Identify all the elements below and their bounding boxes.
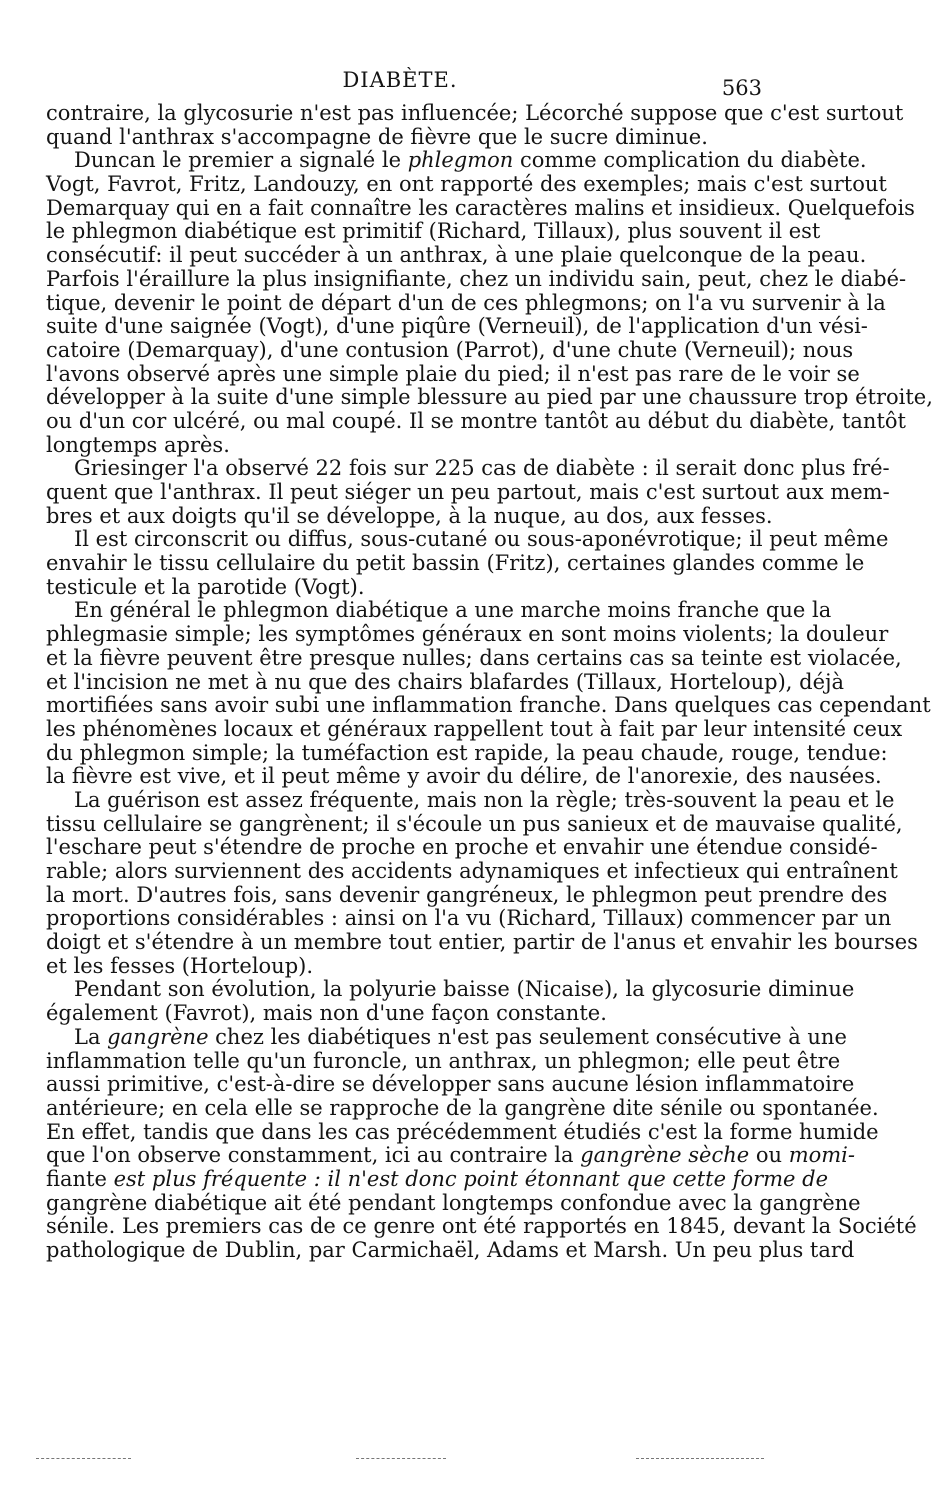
italic-term: gangrène bbox=[107, 1024, 209, 1049]
text-run: proportions considérables : ainsi on l'a vu (Richard, Tillaux) commencer par un bbox=[46, 906, 892, 931]
text-run: chez les diabétiques n'est pas seulement consécutive à une bbox=[208, 1024, 847, 1049]
text-line bbox=[46, 385, 933, 410]
text-line bbox=[46, 955, 764, 979]
text-run: tique, devenir le point de départ d'un de ces phlegmons; on l'a vu survenir à la bbox=[46, 290, 886, 315]
text-line bbox=[46, 598, 832, 623]
text-line bbox=[46, 266, 907, 292]
text-line bbox=[46, 811, 903, 837]
text-line bbox=[46, 551, 865, 576]
text-run: du phlegmon simple; la tuméfaction est rapide, la peau chaude, rouge, tendue: bbox=[46, 740, 888, 765]
text-run: également (Favrot), mais non d'une façon constante. bbox=[46, 1001, 607, 1026]
text-run: Pendant son évolution, la polyurie baisse (Nicaise), la glycosurie diminue bbox=[74, 977, 855, 1002]
text-line bbox=[46, 172, 887, 197]
italic-term: phlegmon bbox=[407, 148, 514, 173]
text-run: ou d'un cor ulcéré, ou mal coupé. Il se montre tantôt au début du diabète, tantôt bbox=[46, 408, 906, 433]
text-line bbox=[46, 195, 915, 221]
text-line bbox=[46, 1166, 829, 1192]
text-run: aussi primitive, c'est-à-dire se développer sans aucune lésion inflammatoire bbox=[46, 1072, 855, 1097]
text-line bbox=[46, 977, 855, 1002]
text-run: testicule et la parotide (Vogt). bbox=[46, 574, 365, 599]
text-run: sénile. Les premiers cas de ce genre ont été rapportés en 1845, devant la Société bbox=[46, 1214, 917, 1239]
text-line bbox=[46, 290, 886, 316]
text-run: En effet, tandis que dans les cas précédemment étudiés c'est la forme humide bbox=[46, 1119, 879, 1144]
text-line bbox=[46, 527, 889, 552]
text-line bbox=[46, 1095, 879, 1121]
text-line bbox=[46, 337, 854, 363]
text-line bbox=[46, 645, 902, 671]
text-run: gangrène diabétique ait été pendant longtemps confondue avec la gangrène bbox=[46, 1190, 861, 1215]
text-line bbox=[46, 314, 868, 339]
text-line bbox=[46, 693, 931, 718]
text-line bbox=[46, 456, 890, 481]
text-run: l'avons observé après une simple plaie du pied; il n'est pas rare de le voir se bbox=[46, 361, 860, 386]
text-run: le phlegmon diabétique est primitif (Richard, Tillaux), plus souvent il est bbox=[46, 219, 821, 244]
text-line bbox=[46, 1048, 841, 1074]
text-line bbox=[46, 361, 860, 387]
text-line bbox=[46, 126, 764, 150]
running-title: DIABÈTE. bbox=[342, 68, 458, 92]
text-line bbox=[46, 764, 882, 789]
text-run: développer à la suite d'une simple blessure au pied par une chaussure trop étroite, bbox=[46, 385, 933, 410]
text-line bbox=[46, 835, 878, 860]
text-run: bres et aux doigts qu'il se développe, à la nuque, au dos, aux fesses. bbox=[46, 503, 773, 528]
text-run: et la fièvre peuvent être presque nulles; dans certains cas sa teinte est violacée, bbox=[46, 645, 902, 670]
page-number: 563 bbox=[721, 76, 762, 100]
text-line bbox=[46, 669, 845, 695]
text-line bbox=[46, 1143, 855, 1168]
text-run: Vogt, Favrot, Fritz, Landouzy, en ont rapporté des exemples; mais c'est surtout bbox=[46, 172, 887, 197]
text-run: antérieure; en cela elle se rapproche de la gangrène dite sénile ou spontanée. bbox=[46, 1095, 879, 1120]
text-line bbox=[46, 930, 918, 955]
text-line bbox=[46, 859, 898, 884]
text-line bbox=[46, 1238, 855, 1263]
text-run: envahir le tissu cellulaire du petit bassin (Fritz), certaines glandes comme le bbox=[46, 551, 865, 576]
text-line bbox=[46, 1002, 764, 1026]
text-run: Il est circonscrit ou diffus, sous-cutané ou sous-aponévrotique; il peut même bbox=[74, 527, 889, 552]
text-run: Duncan le premier a signalé le bbox=[74, 148, 408, 173]
text-run: ou bbox=[749, 1143, 789, 1168]
text-run: les phénomènes locaux et généraux rappellent tout à fait par leur intensité ceux bbox=[46, 716, 903, 741]
text-run: Parfois l'éraillure la plus insignifiante, chez un individu sain, peut, chez le diabé- bbox=[46, 266, 907, 291]
text-run: pathologique de Dublin, par Carmichaël, Adams et Marsh. Un peu plus tard bbox=[46, 1238, 855, 1262]
text-run: La guérison est assez fréquente, mais non la règle; très-souvent la peau et le bbox=[74, 787, 895, 812]
body-text bbox=[46, 101, 933, 1263]
text-line bbox=[46, 1024, 847, 1050]
text-line bbox=[46, 243, 867, 268]
italic-term: gangrène sèche bbox=[580, 1143, 750, 1168]
text-run: suite d'une saignée (Vogt), d'une piqûre (Verneuil), de l'application d'un vési- bbox=[46, 314, 868, 339]
text-line bbox=[46, 1072, 855, 1097]
text-line bbox=[46, 622, 889, 647]
text-run: tissu cellulaire se gangrènent; il s'écoule un pus sanieux et de mauvaise qualité, bbox=[46, 811, 903, 836]
text-line bbox=[46, 906, 892, 931]
text-run: catoire (Demarquay), d'une contusion (Parrot), d'une chute (Verneuil); nous bbox=[46, 337, 854, 362]
text-line bbox=[46, 219, 821, 244]
text-line bbox=[46, 787, 895, 813]
text-run: fiante bbox=[46, 1166, 107, 1191]
text-run: mortifiées sans avoir subi une inflammation franche. Dans quelques cas cependant bbox=[46, 693, 931, 718]
footer-rule bbox=[36, 1458, 766, 1464]
text-line bbox=[46, 1190, 861, 1216]
text-run: Demarquay qui en a fait connaître les caractères malins et insidieux. Quelquefois bbox=[46, 195, 915, 220]
text-run: inflammation telle qu'un furoncle, un anthrax, un phlegmon; elle peut être bbox=[46, 1048, 841, 1073]
text-run: La bbox=[74, 1024, 108, 1049]
text-run: consécutif: il peut succéder à un anthrax, à une plaie quelconque de la peau. bbox=[46, 243, 867, 268]
text-line bbox=[46, 1119, 879, 1145]
text-line bbox=[46, 148, 867, 173]
text-run: la fièvre est vive, et il peut même y avoir du délire, de l'anorexie, des nausées. bbox=[46, 764, 882, 789]
text-run: que l'on observe constamment, ici au contraire la bbox=[46, 1143, 581, 1168]
text-line bbox=[46, 1214, 917, 1239]
text-run: et l'incision ne met à nu que des chairs blafardes (Tillaux, Horteloup), déjà bbox=[46, 669, 845, 694]
italic-term: momi- bbox=[788, 1143, 855, 1168]
text-line bbox=[46, 101, 904, 126]
text-line bbox=[46, 740, 888, 766]
italic-term: est plus fréquente : il n'est donc point étonnant que cette forme de bbox=[106, 1166, 829, 1191]
text-run: Griesinger l'a observé 22 fois sur 225 cas de diabète : il serait donc plus fré- bbox=[74, 456, 890, 481]
text-run: doigt et s'étendre à un membre tout entier, partir de l'anus et envahir les bourses bbox=[46, 930, 918, 955]
text-run: phlegmasie simple; les symptômes généraux en sont moins violents; la douleur bbox=[46, 622, 889, 647]
text-line bbox=[46, 576, 764, 600]
text-run: la mort. D'autres fois, sans devenir gangréneux, le phlegmon peut prendre des bbox=[46, 882, 888, 907]
text-run: comme complication du diabète. bbox=[513, 148, 867, 173]
text-line bbox=[46, 503, 773, 529]
text-run: contraire, la glycosurie n'est pas influencée; Lécorché suppose que c'est surtout bbox=[46, 101, 904, 125]
text-run: En général le phlegmon diabétique a une marche moins franche que la bbox=[74, 598, 832, 623]
text-run: et les fesses (Horteloup). bbox=[46, 953, 314, 978]
text-run: rable; alors surviennent des accidents adynamiques et infectieux qui entraînent bbox=[46, 859, 898, 883]
text-run: l'eschare peut s'étendre de proche en proche et envahir une étendue considé- bbox=[46, 835, 878, 860]
text-line bbox=[46, 716, 903, 742]
text-line bbox=[46, 434, 764, 458]
text-run: longtemps après. bbox=[46, 432, 230, 457]
text-line bbox=[46, 882, 888, 908]
text-line bbox=[46, 408, 906, 434]
text-run: quand l'anthrax s'accompagne de fièvre que le sucre diminue. bbox=[46, 124, 708, 149]
text-line bbox=[46, 480, 890, 505]
text-run: quent que l'anthrax. Il peut siéger un peu partout, mais c'est surtout aux mem- bbox=[46, 480, 890, 504]
